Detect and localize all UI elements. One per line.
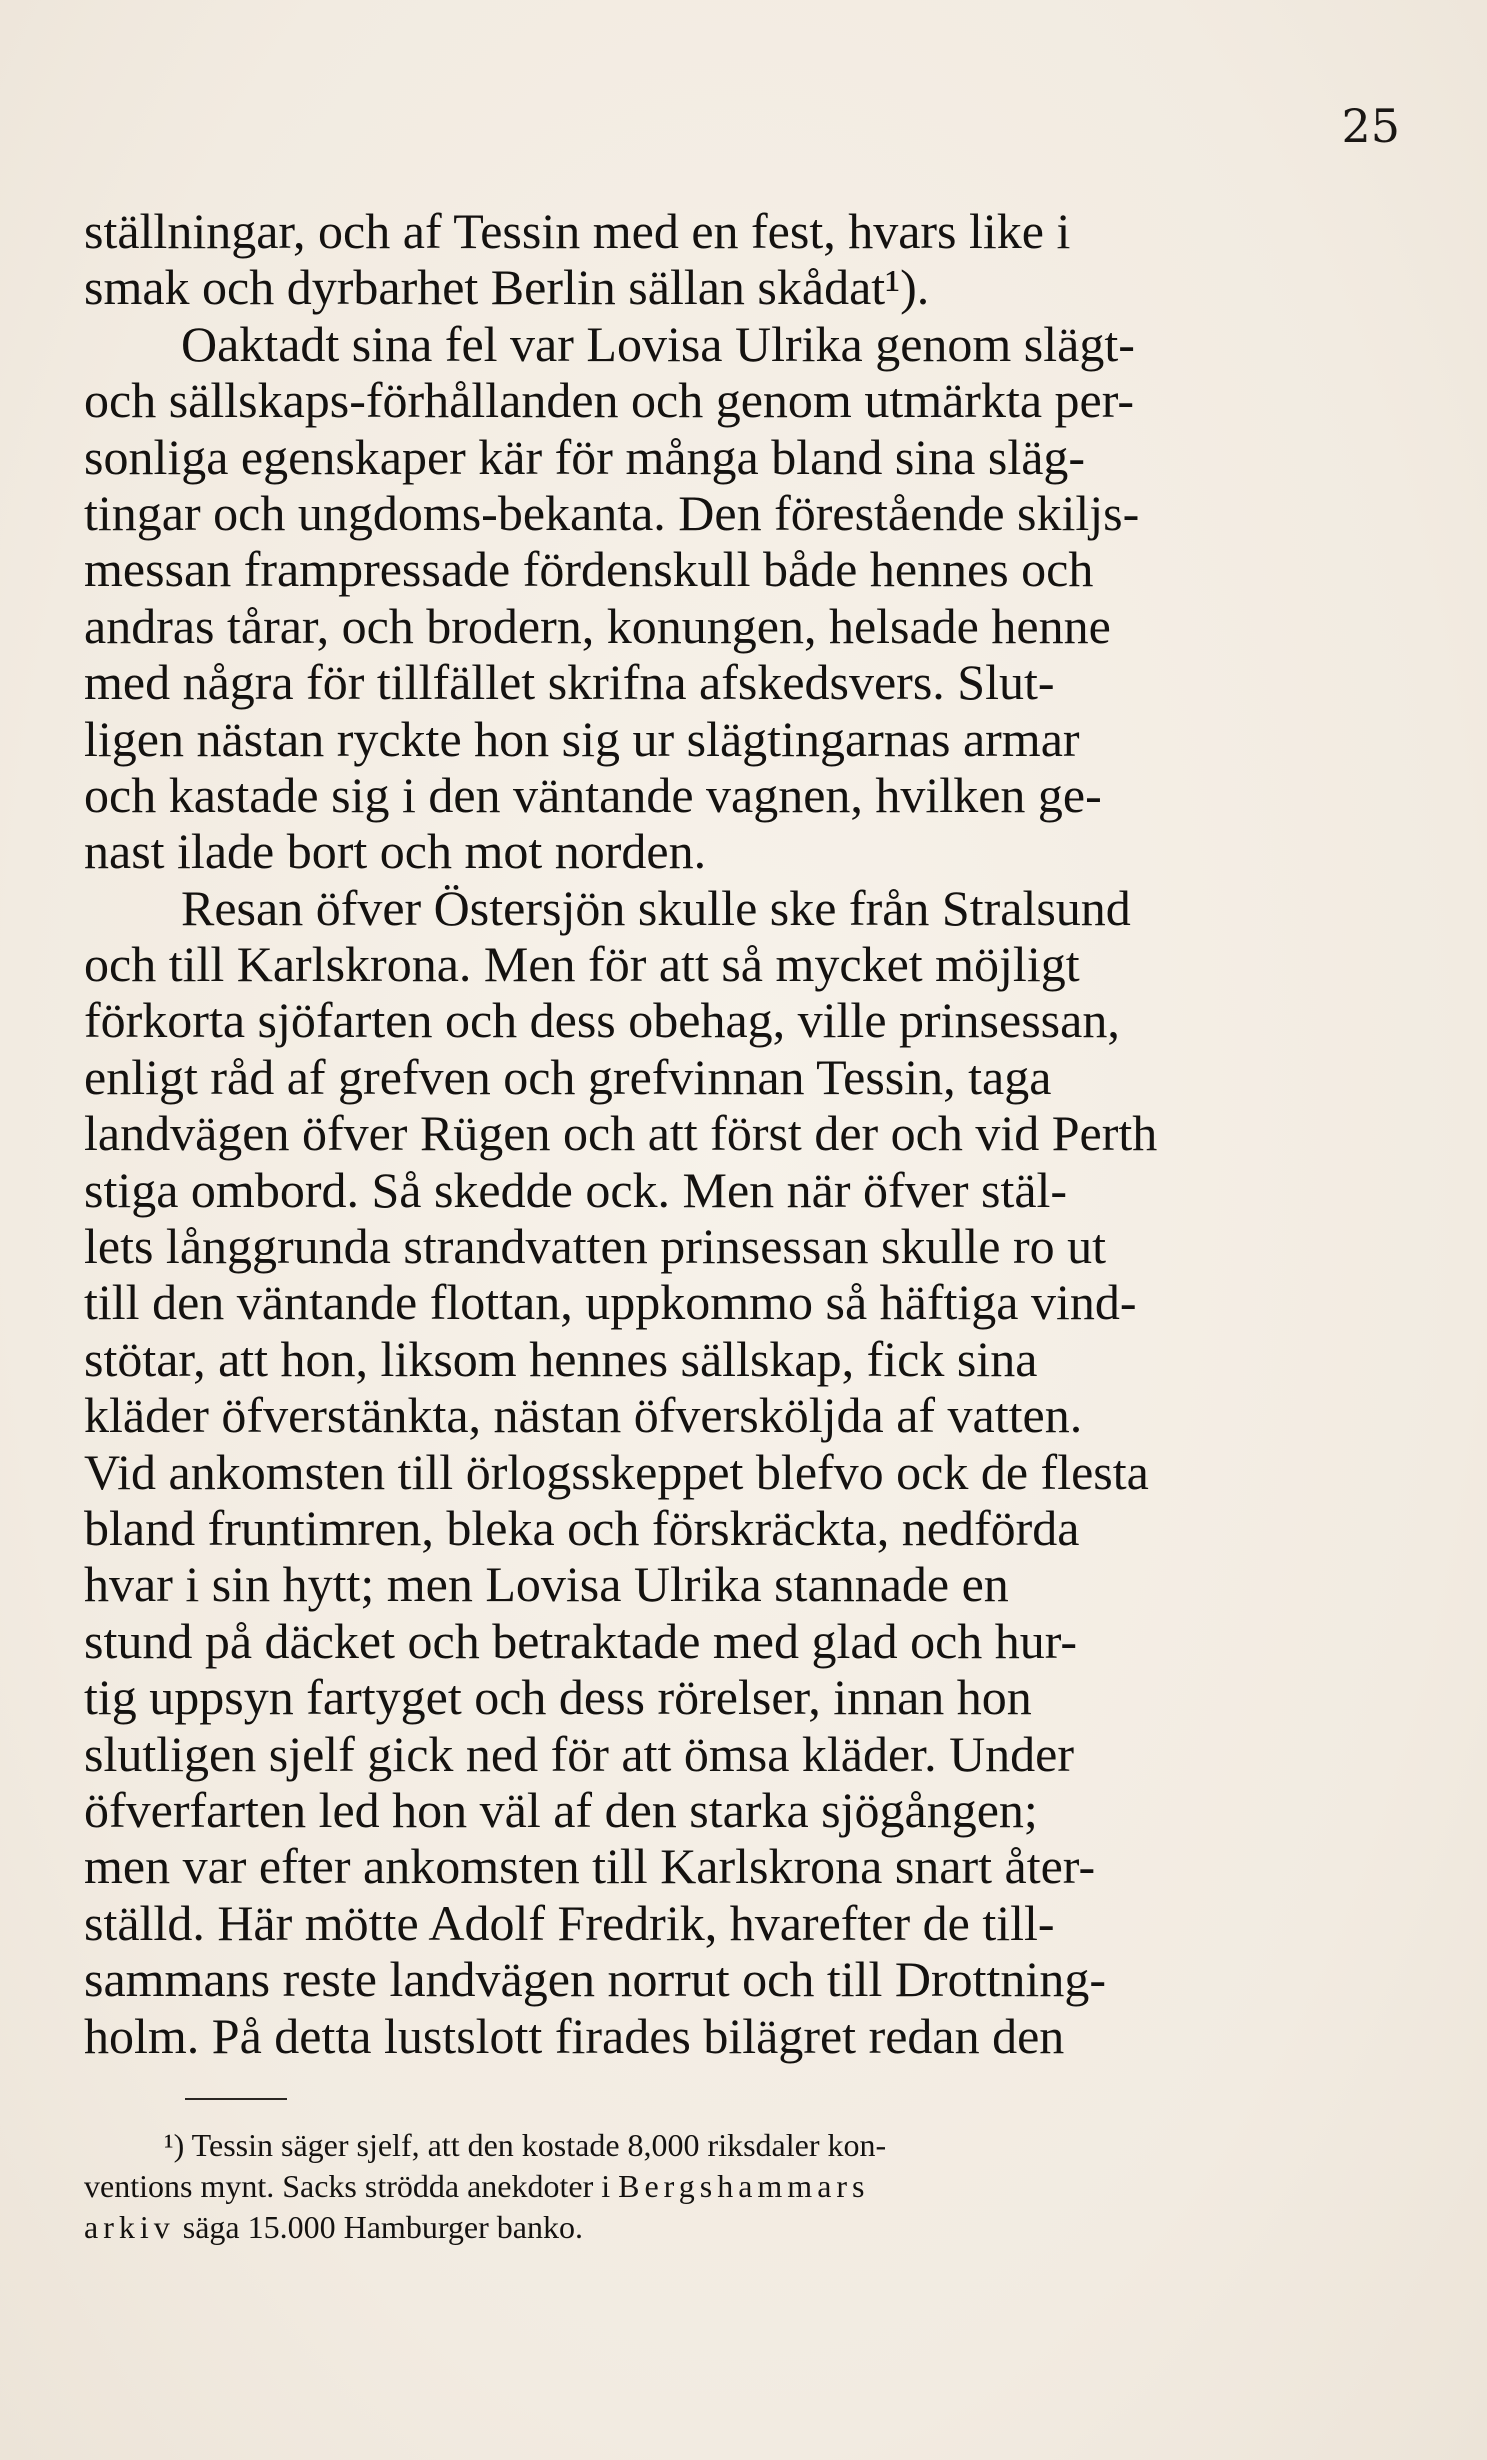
text-line: ställd. Här mötte Adolf Fredrik, hvarefter de till- <box>84 1894 1055 1951</box>
text-line: hvar i sin hytt; men Lovisa Ulrika stannade en <box>84 1556 1009 1613</box>
text-line: och till Karlskrona. Men för att så mycket möjligt <box>84 936 1080 993</box>
footnote-text-spaced: arkiv <box>84 2209 175 2245</box>
body-text <box>84 203 1334 2064</box>
text-line: sammans reste landvägen norrut och till Drottning- <box>84 1951 1106 2008</box>
text-line: nast ilade bort och mot norden. <box>84 823 707 880</box>
text-line: sonliga egenskaper kär för många bland sina släg- <box>84 428 1086 485</box>
footnote-text: säga 15.000 Hamburger banko. <box>182 2209 583 2245</box>
footnote <box>84 2125 1344 2248</box>
text-line: messan frampressade fördenskull både hennes och <box>84 541 1094 598</box>
text-line: tig uppsyn fartyget och dess rörelser, innan hon <box>84 1669 1032 1726</box>
footnote-divider <box>185 2098 287 2100</box>
text-line: holm. På detta lustslott firades bilägret redan den <box>84 2007 1065 2064</box>
footnote-text: Tessin säger sjelf, att den kostade 8,000 riksdaler kon- <box>191 2127 887 2163</box>
text-line: smak och dyrbarhet Berlin sällan skådat¹). <box>84 259 930 316</box>
text-line: landvägen öfver Rügen och att först der och vid Perth <box>84 1105 1158 1162</box>
text-line: och kastade sig i den väntande vagnen, hvilken ge- <box>84 766 1102 823</box>
text-line: stötar, att hon, liksom hennes sällskap, fick sina <box>84 1330 1038 1387</box>
text-line: förkorta sjöfarten och dess obehag, ville prinsessan, <box>84 992 1120 1049</box>
text-line: enligt råd af grefven och grefvinnan Tessin, taga <box>84 1048 1052 1105</box>
text-line: öfverfarten led hon väl af den starka sjögången; <box>84 1781 1038 1838</box>
text-line: men var efter ankomsten till Karlskrona snart åter- <box>84 1838 1096 1895</box>
text-line: kläder öfverstänkta, nästan öfversköljda af vatten. <box>84 1387 1083 1444</box>
text-line: andras tårar, och brodern, konungen, helsade henne <box>84 597 1111 654</box>
text-line: Resan öfver Östersjön skulle ske från Stralsund <box>181 879 1131 936</box>
text-line: slutligen sjelf gick ned för att ömsa kläder. Under <box>84 1725 1075 1782</box>
text-line: lets långgrunda strandvatten prinsessan skulle ro ut <box>84 1218 1106 1275</box>
text-line: Vid ankomsten till örlogsskeppet blefvo ock de flesta <box>84 1443 1149 1500</box>
text-line: Oaktadt sina fel var Lovisa Ulrika genom slägt- <box>181 315 1135 372</box>
text-line: bland fruntimren, bleka och förskräckta, nedförda <box>84 1499 1080 1556</box>
text-line: tingar och ungdoms-bekanta. Den förestående skiljs- <box>84 484 1140 541</box>
page-number: 25 <box>1341 99 1400 153</box>
text-line: med några för tillfället skrifna afskedsvers. Slut- <box>84 654 1055 711</box>
footnote-line <box>84 2166 1344 2207</box>
footnote-line <box>84 2207 1344 2248</box>
text-line: och sällskaps-förhållanden och genom utmärkta per- <box>84 372 1135 429</box>
footnote-text: ventions mynt. Sacks strödda anekdoter i <box>84 2168 611 2204</box>
footnote-line <box>84 2125 1344 2166</box>
text-line: ställningar, och af Tessin med en fest, hvars like i <box>84 203 1071 259</box>
footnote-text-spaced: Bergshammars <box>618 2168 870 2204</box>
text-line: stiga ombord. Så skedde ock. Men när öfver stäl- <box>84 1161 1068 1218</box>
text-line: ligen nästan ryckte hon sig ur slägtingarnas armar <box>84 710 1080 767</box>
text-line: till den väntande flottan, uppkommo så häftiga vind- <box>84 1274 1137 1331</box>
footnote-marker: ¹) <box>164 2127 185 2163</box>
text-line: stund på däcket och betraktade med glad och hur- <box>84 1612 1078 1669</box>
